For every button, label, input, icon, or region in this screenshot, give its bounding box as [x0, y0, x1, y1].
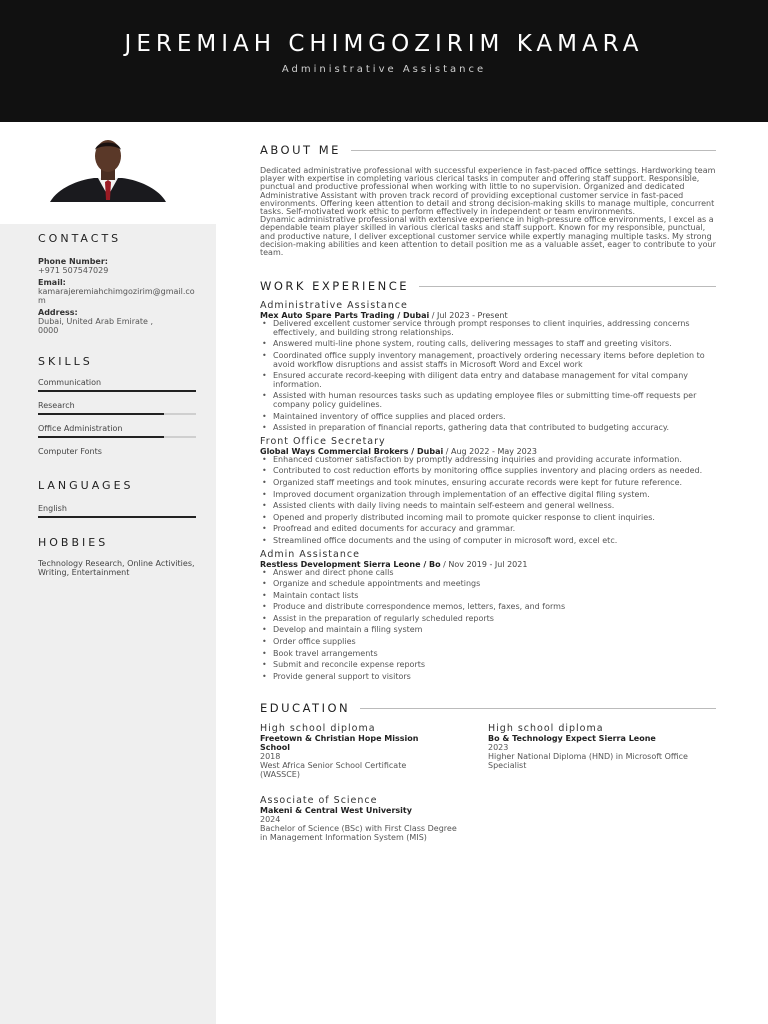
language-level-bar — [38, 516, 196, 518]
skill-level-fill — [38, 413, 164, 415]
skill-item — [38, 378, 198, 392]
job-bullets — [260, 456, 716, 546]
education-desc: Higher National Diploma (HND) in Microsoft Office Specialist — [488, 752, 688, 771]
job-bullet: • Streamlined office documents and the using of computer in microsoft word, excel etc. — [260, 537, 716, 546]
work-heading — [260, 279, 716, 293]
skill-level-bar — [38, 436, 196, 438]
job-bullet: • Coordinated office supply inventory management, proactively ordering necessary items before depletion to avoid workflow disruptions and assist staffs in Microsoft Word and Excel work — [260, 352, 716, 369]
address-label: Address: — [38, 308, 78, 317]
education-degree: High school diploma — [488, 723, 604, 735]
job-bullet: • Book travel arrangements — [260, 650, 716, 659]
education-item — [260, 795, 470, 842]
skill-name: Computer Fonts — [38, 447, 102, 456]
job-bullets — [260, 569, 716, 682]
hobbies-text: Technology Research, Online Activities, Writing, Entertainment — [38, 559, 195, 577]
sidebar — [0, 122, 216, 1024]
job-bullet: • Organized staff meetings and took minutes, ensuring accurate records were kept for future reference. — [260, 479, 716, 488]
education-year: 2023 — [488, 743, 509, 753]
job-bullet: • Contributed to cost reduction efforts by monitoring office supplies inventory and placing orders as needed. — [260, 467, 716, 476]
candidate-role: Administrative Assistance — [281, 64, 487, 75]
job-company: Global Ways Commercial Brokers / Dubai — [260, 446, 444, 456]
job-title: Admin Assistance — [260, 548, 360, 560]
job-dates: / Nov 2019 - Jul 2021 — [440, 559, 528, 569]
work-heading-label: WORK EXPERIENCE — [260, 279, 410, 294]
language-item: English — [38, 504, 67, 513]
education-degree: High school diploma — [260, 723, 376, 735]
email-label: Email: — [38, 278, 66, 287]
education-school: Freetown & Christian Hope Mission School — [260, 734, 419, 753]
job-bullet: • Submit and reconcile expense reports — [260, 661, 716, 670]
language-level-fill — [38, 516, 196, 518]
education-grid — [260, 723, 716, 873]
job-entry — [260, 436, 716, 546]
phone-value: +971 507547029 — [38, 266, 109, 275]
job-bullet: • Order office supplies — [260, 638, 716, 647]
education-heading — [260, 701, 716, 715]
job-bullet: • Delivered excellent customer service through prompt responses to client inquiries, addressing concerns effectively, and building strong relationships. — [260, 320, 716, 337]
job-bullet: • Maintained inventory of office supplies and placed orders. — [260, 413, 716, 422]
skill-item — [38, 447, 198, 461]
heading-rule — [351, 150, 716, 151]
education-school: Makeni & Central West University — [260, 806, 412, 816]
education-degree: Associate of Science — [260, 795, 378, 807]
job-entry — [260, 549, 716, 682]
job-bullets — [260, 320, 716, 433]
about-heading-label: ABOUT ME — [260, 143, 341, 157]
sidebar-content — [38, 232, 198, 577]
job-title: Administrative Assistance — [260, 300, 408, 312]
skill-item — [38, 401, 198, 415]
about-heading — [260, 143, 716, 157]
address-value: Dubai, United Arab Emirate , 0000 — [38, 317, 154, 335]
job-company: Restless Development Sierra Leone / Bo — [260, 559, 441, 569]
languages-heading: LANGUAGES — [38, 479, 134, 492]
skill-name: Office Administration — [38, 424, 123, 433]
resume-header — [0, 0, 768, 122]
education-item — [260, 723, 470, 779]
contacts-heading: CONTACTS — [38, 232, 122, 245]
job-bullet: • Ensured accurate record-keeping with diligent data entry and database management for vital company information. — [260, 372, 716, 389]
heading-rule — [419, 286, 716, 287]
skill-name: Communication — [38, 378, 102, 387]
email-value: kamarajeremiahchimgozirim@gmail.com — [38, 287, 195, 305]
skill-name: Research — [38, 401, 75, 410]
main-content — [260, 122, 716, 873]
education-year: 2018 — [260, 752, 281, 762]
skill-level-bar — [38, 413, 196, 415]
skill-level-bar — [38, 390, 196, 392]
job-company: Mex Auto Spare Parts Trading / Dubai — [260, 311, 430, 321]
education-school: Bo & Technology Expect Sierra Leone — [488, 734, 656, 744]
about-text-2: Dynamic administrative professional with extensive experience in high-pressure office environments, I excel as a dependable team player skilled in various clerical tasks and staff support. Known for my responsible, punctual, and productive nature, I deliver exceptional customer service while expertly managing multiple tasks. My strong decision-making abilities and keen attention to detail position me as a valuable asset, eager to contribute to your team. — [260, 215, 716, 258]
heading-rule — [360, 708, 716, 709]
job-bullet: • Enhanced customer satisfaction by promptly addressing inquiries and providing accurate information. — [260, 456, 716, 465]
job-bullet: • Assisted in preparation of financial reports, gathering data that contributed to budgeting accuracy. — [260, 424, 716, 433]
education-item — [488, 723, 698, 770]
phone-label: Phone Number: — [38, 257, 108, 266]
avatar — [50, 140, 166, 202]
job-bullet: • Assisted clients with daily living needs to maintain self-esteem and general wellness. — [260, 502, 716, 511]
skill-level-fill — [38, 436, 164, 438]
job-bullet: • Opened and properly distributed incoming mail to promote quicker response to client inquiries. — [260, 514, 716, 523]
profile-photo-icon — [50, 140, 166, 202]
skill-level-bar — [38, 459, 196, 461]
job-entry — [260, 300, 716, 433]
job-title: Front Office Secretary — [260, 435, 386, 447]
job-bullet: • Provide general support to visitors — [260, 673, 716, 682]
skill-level-fill — [38, 390, 196, 392]
job-bullet: • Proofread and edited documents for accuracy and grammar. — [260, 525, 716, 534]
skill-item — [38, 424, 198, 438]
job-bullet: • Answered multi-line phone system, routing calls, delivering messages to staff and greeting visitors. — [260, 340, 716, 349]
job-dates: / Jul 2023 - Present — [429, 311, 508, 321]
job-dates: / Aug 2022 - May 2023 — [443, 446, 537, 456]
about-text: Dedicated administrative professional with successful experience in fast-paced office settings. Hardworking team player with expertise in completing various clerical tasks in computer and offering staff support. Responsible, punctual and productive professional when working with little to no supervision. Organized and dedicated Administrative Assistant with proven track record of providing exceptional customer service in fast-paced environments. Offering keen attention to detail and strong decision-making skills to manage multiple, concurrent tasks. Self-motivated work ethic to perform effectively in independent or team environments. — [260, 166, 716, 217]
job-bullet: • Produce and distribute correspondence memos, letters, faxes, and forms — [260, 603, 716, 612]
education-desc: West Africa Senior School Certificate (WASSCE) — [260, 761, 407, 780]
job-bullet: • Improved document organization through implementation of an effective digital filing system. — [260, 491, 716, 500]
education-desc: Bachelor of Science (BSc) with First Class Degree in Management Information System (MIS) — [260, 824, 457, 843]
education-heading-label: EDUCATION — [260, 701, 351, 716]
job-bullet: • Answer and direct phone calls — [260, 569, 716, 578]
hobbies-heading: HOBBIES — [38, 536, 109, 549]
skills-heading: SKILLS — [38, 355, 93, 368]
job-bullet: • Organize and schedule appointments and meetings — [260, 580, 716, 589]
candidate-name: JEREMIAH CHIMGOZIRIM KAMARA — [124, 31, 644, 57]
education-year: 2024 — [260, 815, 281, 825]
job-bullet: • Assisted with human resources tasks such as updating employee files or submitting time-off requests per company policy guidelines. — [260, 392, 716, 409]
job-bullet: • Develop and maintain a filing system — [260, 626, 716, 635]
job-bullet: • Maintain contact lists — [260, 592, 716, 601]
job-bullet: • Assist in the preparation of regularly scheduled reports — [260, 615, 716, 624]
